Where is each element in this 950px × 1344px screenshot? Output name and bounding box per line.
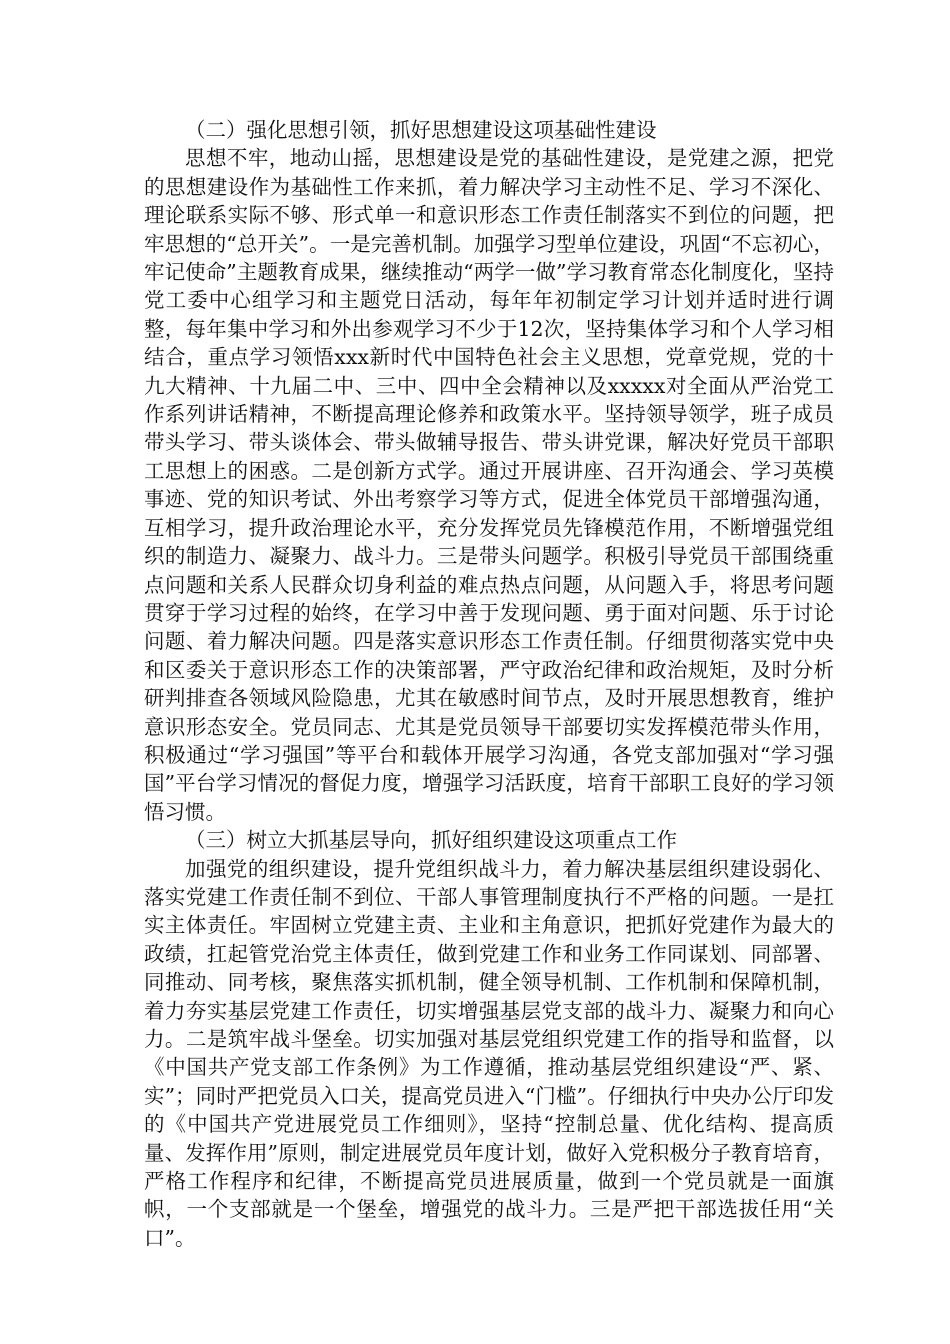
section-heading-2: （二）强化思想引领，抓好思想建设这项基础性建设 [185, 118, 657, 142]
document-body [144, 116, 834, 1252]
section-paragraph-3: 加强党的组织建设，提升党组织战斗力，着力解决基层组织建设弱化、落实党建工作责任制不到位、干部人事管理制度执行不严格的问题。一是扛实主体责任。牢固树立党建主责、主业和主角意识，把抓好党建作为最大的政绩，扛起管党治党主体责任，做到党建工作和业务工作同谋划、同部署、同推动、同考核，聚焦落实抓机制，健全领导机制、工作机制和保障机制，着力夯实基层党建工作责任，切实增强基层党支部的战斗力、凝聚力和向心力。二是筑牢战斗堡垒。切实加强对基层党组织党建工作的指导和监督，以《中国共产党支部工作条例》为工作遵循，推动基层党组织建设“严、紧、实”；同时严把党员入口关，提高党员进入“门槛”。仔细执行中央办公厅印发的《中国共产党进展党员工作细则》，坚持“控制总量、优化结构、提高质量、发挥作用”原则，制定进展党员年度计划，做好入党积极分子教育培育，严格工作程序和纪律，不断提高党员进展质量，做到一个党员就是一面旗帜，一个支部就是一个堡垒，增强党的战斗力。三是严把干部选拔任用“关口”。 [144, 856, 834, 1250]
section-paragraph-2: 思想不牢，地动山摇，思想建设是党的基础性建设，是党建之源，把党的思想建设作为基础性工作来抓，着力解决学习主动性不足、学习不深化、理论联系实际不够、形式单一和意识形态工作责任制落实不到位的问题，把牢思想的“总开关”。一是完善机制。加强学习型单位建设，巩固“不忘初心，牢记使命”主题教育成果，继续推动“两学一做”学习教育常态化制度化，坚持党工委中心组学习和主题党日活动，每年年初制定学习计划并适时进行调整，每年集中学习和外出参观学习不少于12次，坚持集体学习和个人学习相结合，重点学习领悟xxx新时代中国特色社会主义思想，党章党规，党的十九大精神、十九届二中、三中、四中全会精神以及xxxxx对全面从严治党工作系列讲话精神，不断提高理论修养和政策水平。坚持领导领学，班子成员带头学习、带头谈体会、带头做辅导报告、带头讲党课，解决好党员干部职工思想上的困惑。二是创新方式学。通过开展讲座、召开沟通会、学习英模事迹、党的知识考试、外出考察学习等方式，促进全体党员干部增强沟通，互相学习，提升政治理论水平，充分发挥党员先锋模范作用，不断增强党组织的制造力、凝聚力、战斗力。三是带头问题学。积极引导党员干部围绕重点问题和关系人民群众切身利益的难点热点问题，从问题入手，将思考问题贯穿于学习过程的始终，在学习中善于发现问题、勇于面对问题、乐于讨论问题、着力解决问题。四是落实意识形态工作责任制。仔细贯彻落实党中央和区委关于意识形态工作的决策部署，严守政治纪律和政治规矩，及时分析研判排查各领域风险隐患，尤其在敏感时间节点，及时开展思想教育，维护意识形态安全。党员同志、尤其是党员领导干部要切实发挥模范带头作用，积极通过“学习强国”等平台和载体开展学习沟通，各党支部加强对“学习强国”平台学习情况的督促力度，增强学习活跃度，培育干部职工良好的学习领悟习惯。 [144, 146, 834, 824]
section-heading-3: （三）树立大抓基层导向，抓好组织建设这项重点工作 [185, 828, 677, 853]
